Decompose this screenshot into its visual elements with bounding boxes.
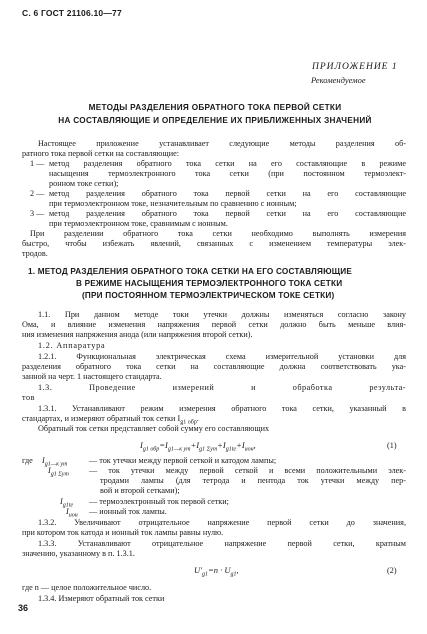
where-5-text: — термоэлектронный ток первой сетки; xyxy=(89,497,229,506)
p12-heading: 1.2. Аппаратура xyxy=(38,341,106,350)
method-3-num: 3 — xyxy=(30,209,45,218)
where-3-text: тродами лампы (для тетрода и пентода ток утечки между пер- xyxy=(100,476,406,485)
p121-line-3: занной на черт. 1 настоящего стандарта. xyxy=(22,372,162,381)
appendix-title-line-2: НА СОСТАВЛЯЮЩИЕ И ОПРЕДЕЛЕНИЕ ИХ ПРИБЛИЖЕННЫХ ЗНАЧЕНИЙ xyxy=(58,116,372,125)
p132-line-1: 1.3.2. Увеличивают отрицательное напряжение первой сетки до значения, xyxy=(38,518,406,527)
p11-line-2: Ома, и влияние изменения напряжения первой сетки должно быть меньше влия- xyxy=(22,320,406,329)
p11-line-3: ния изменения напряжения анода (или напряжения второй сетки). xyxy=(22,330,253,339)
where-1-symbol: $I_{g1—к ут}$ xyxy=(42,456,68,468)
where-4-text: вой и второй сетками); xyxy=(100,486,180,495)
page-header: С. 6 ГОСТ 21106.10—77 xyxy=(22,8,122,18)
method-2-line-1: метод разделения обратного тока первой сетки на его составляющие xyxy=(49,189,406,198)
section-1-title-line-1: 1. МЕТОД РАЗДЕЛЕНИЯ ОБРАТНОГО ТОКА СЕТКИ НА ЕГО СОСТАВЛЯЮЩИЕ xyxy=(28,267,353,276)
where-6-text: — ионный ток лампы. xyxy=(89,507,167,516)
p13-line-2: тов xyxy=(22,393,35,402)
appendix-title-line-1: МЕТОДЫ РАЗДЕЛЕНИЯ ОБРАТНОГО ТОКА ПЕРВОЙ СЕТКИ xyxy=(88,103,342,112)
appendix-label: ПРИЛОЖЕНИЕ 1 xyxy=(312,62,398,72)
where-n: где n — целое положительное число. xyxy=(22,583,152,592)
p133-line-1: 1.3.3. Устанавливают отрицательное напряжение первой сетки, кратным xyxy=(38,539,406,548)
formula-2: $U'_{g1}=n \cdot U_{g1}$, xyxy=(194,565,239,578)
intro-line-2: ратного тока первой сетки на составляющие: xyxy=(22,149,180,158)
method-2-num: 2 — xyxy=(30,189,45,198)
formula-2-number: (2) xyxy=(387,566,397,575)
method-1-line-3: ронном токе сетки); xyxy=(49,179,119,188)
method-3-line-2: при термоэлектронном токе, сравнимым с ионным. xyxy=(49,219,228,228)
method-2-line-2: при термоэлектронном токе, незначительным по сравнению с ионным; xyxy=(49,199,297,208)
p132-line-2: при котором ток катода и ионный ток лампы равны нулю. xyxy=(22,528,224,537)
where-label: где xyxy=(22,456,33,465)
method-1-line-1: метод разделения обратного тока сетки на его составляющие в режиме xyxy=(49,159,406,168)
p13-line-1: 1.3. Проведение измерений и обработка результа- xyxy=(38,383,406,392)
method-1-num: 1 — xyxy=(30,159,45,168)
where-6-symbol: $I_{ион}$ xyxy=(66,507,78,519)
where-1-text: — ток утечки между первой сеткой и катодом лампы; xyxy=(89,456,277,465)
where-5-symbol: $I_{g1te}$ xyxy=(60,497,74,509)
p131-line-1: 1.3.1. Устанавливают режим измерения обратного тока сетки, указанный в xyxy=(38,404,406,413)
method-1-line-2: насыщения термоэлектронного тока сетки (при постоянном термоэлект- xyxy=(49,169,406,178)
section-1-title-line-3: (ПРИ ПОСТОЯННОМ ТЕРМОЭЛЕКТРИЧЕСКОМ ТОКЕ СЕТКИ) xyxy=(82,291,335,300)
p133-line-2: значению, указанному в п. 1.3.1. xyxy=(22,549,135,558)
after-methods-line-2: быстро, чтобы избежать явлений, связанных с изменением температуры элек- xyxy=(22,239,406,248)
appendix-note: Рекомендуемое xyxy=(311,75,366,85)
p134-line: 1.3.4. Измеряют обратный ток сетки xyxy=(38,594,165,603)
method-3-line-1: метод разделения обратного тока первой сетки на его составляющие xyxy=(49,209,406,218)
p121-line-1: 1.2.1. Функциональная электрическая схема измерительной установки для xyxy=(38,352,406,361)
where-2-symbol: $I_{g1 \Sigma ут}$ xyxy=(48,466,69,478)
section-1-title-line-2: В РЕЖИМЕ НАСЫЩЕНИЯ ТЕРМОЭЛЕКТРОННОГО ТОКА СЕТКИ xyxy=(76,279,343,288)
after-methods-line-3: тродов. xyxy=(22,249,48,258)
where-2-text: — ток утечки между первой сеткой и всеми положительными элек- xyxy=(89,466,406,475)
p11-line-1: 1.1. При данном методе токи утечки должны изменяться согласно закону xyxy=(38,310,406,319)
after-methods-line-1: При разделении обратного тока сетки необходимо выполнять измерения xyxy=(30,229,406,238)
p131-line-2: стандартах, и измеряют обратный ток сетки $I_{g1 обр}$. xyxy=(22,414,199,426)
equation-intro: Обратный ток сетки представляет собой сумму его составляющих xyxy=(38,424,270,433)
page-number: 36 xyxy=(18,603,29,613)
p121-line-2: разделения обратного тока сетки на составляющие должна соответствовать ука- xyxy=(22,362,406,371)
intro-line-1: Настоящее приложение устанавливает следующие методы разделения об- xyxy=(38,139,406,148)
formula-1-number: (1) xyxy=(387,441,397,450)
formula-1: $I_{g1 обр}=I_{g1—к ут}+I_{g1 \Sigma ут}+I_{g1te}+I_{ион}$, xyxy=(140,440,256,453)
